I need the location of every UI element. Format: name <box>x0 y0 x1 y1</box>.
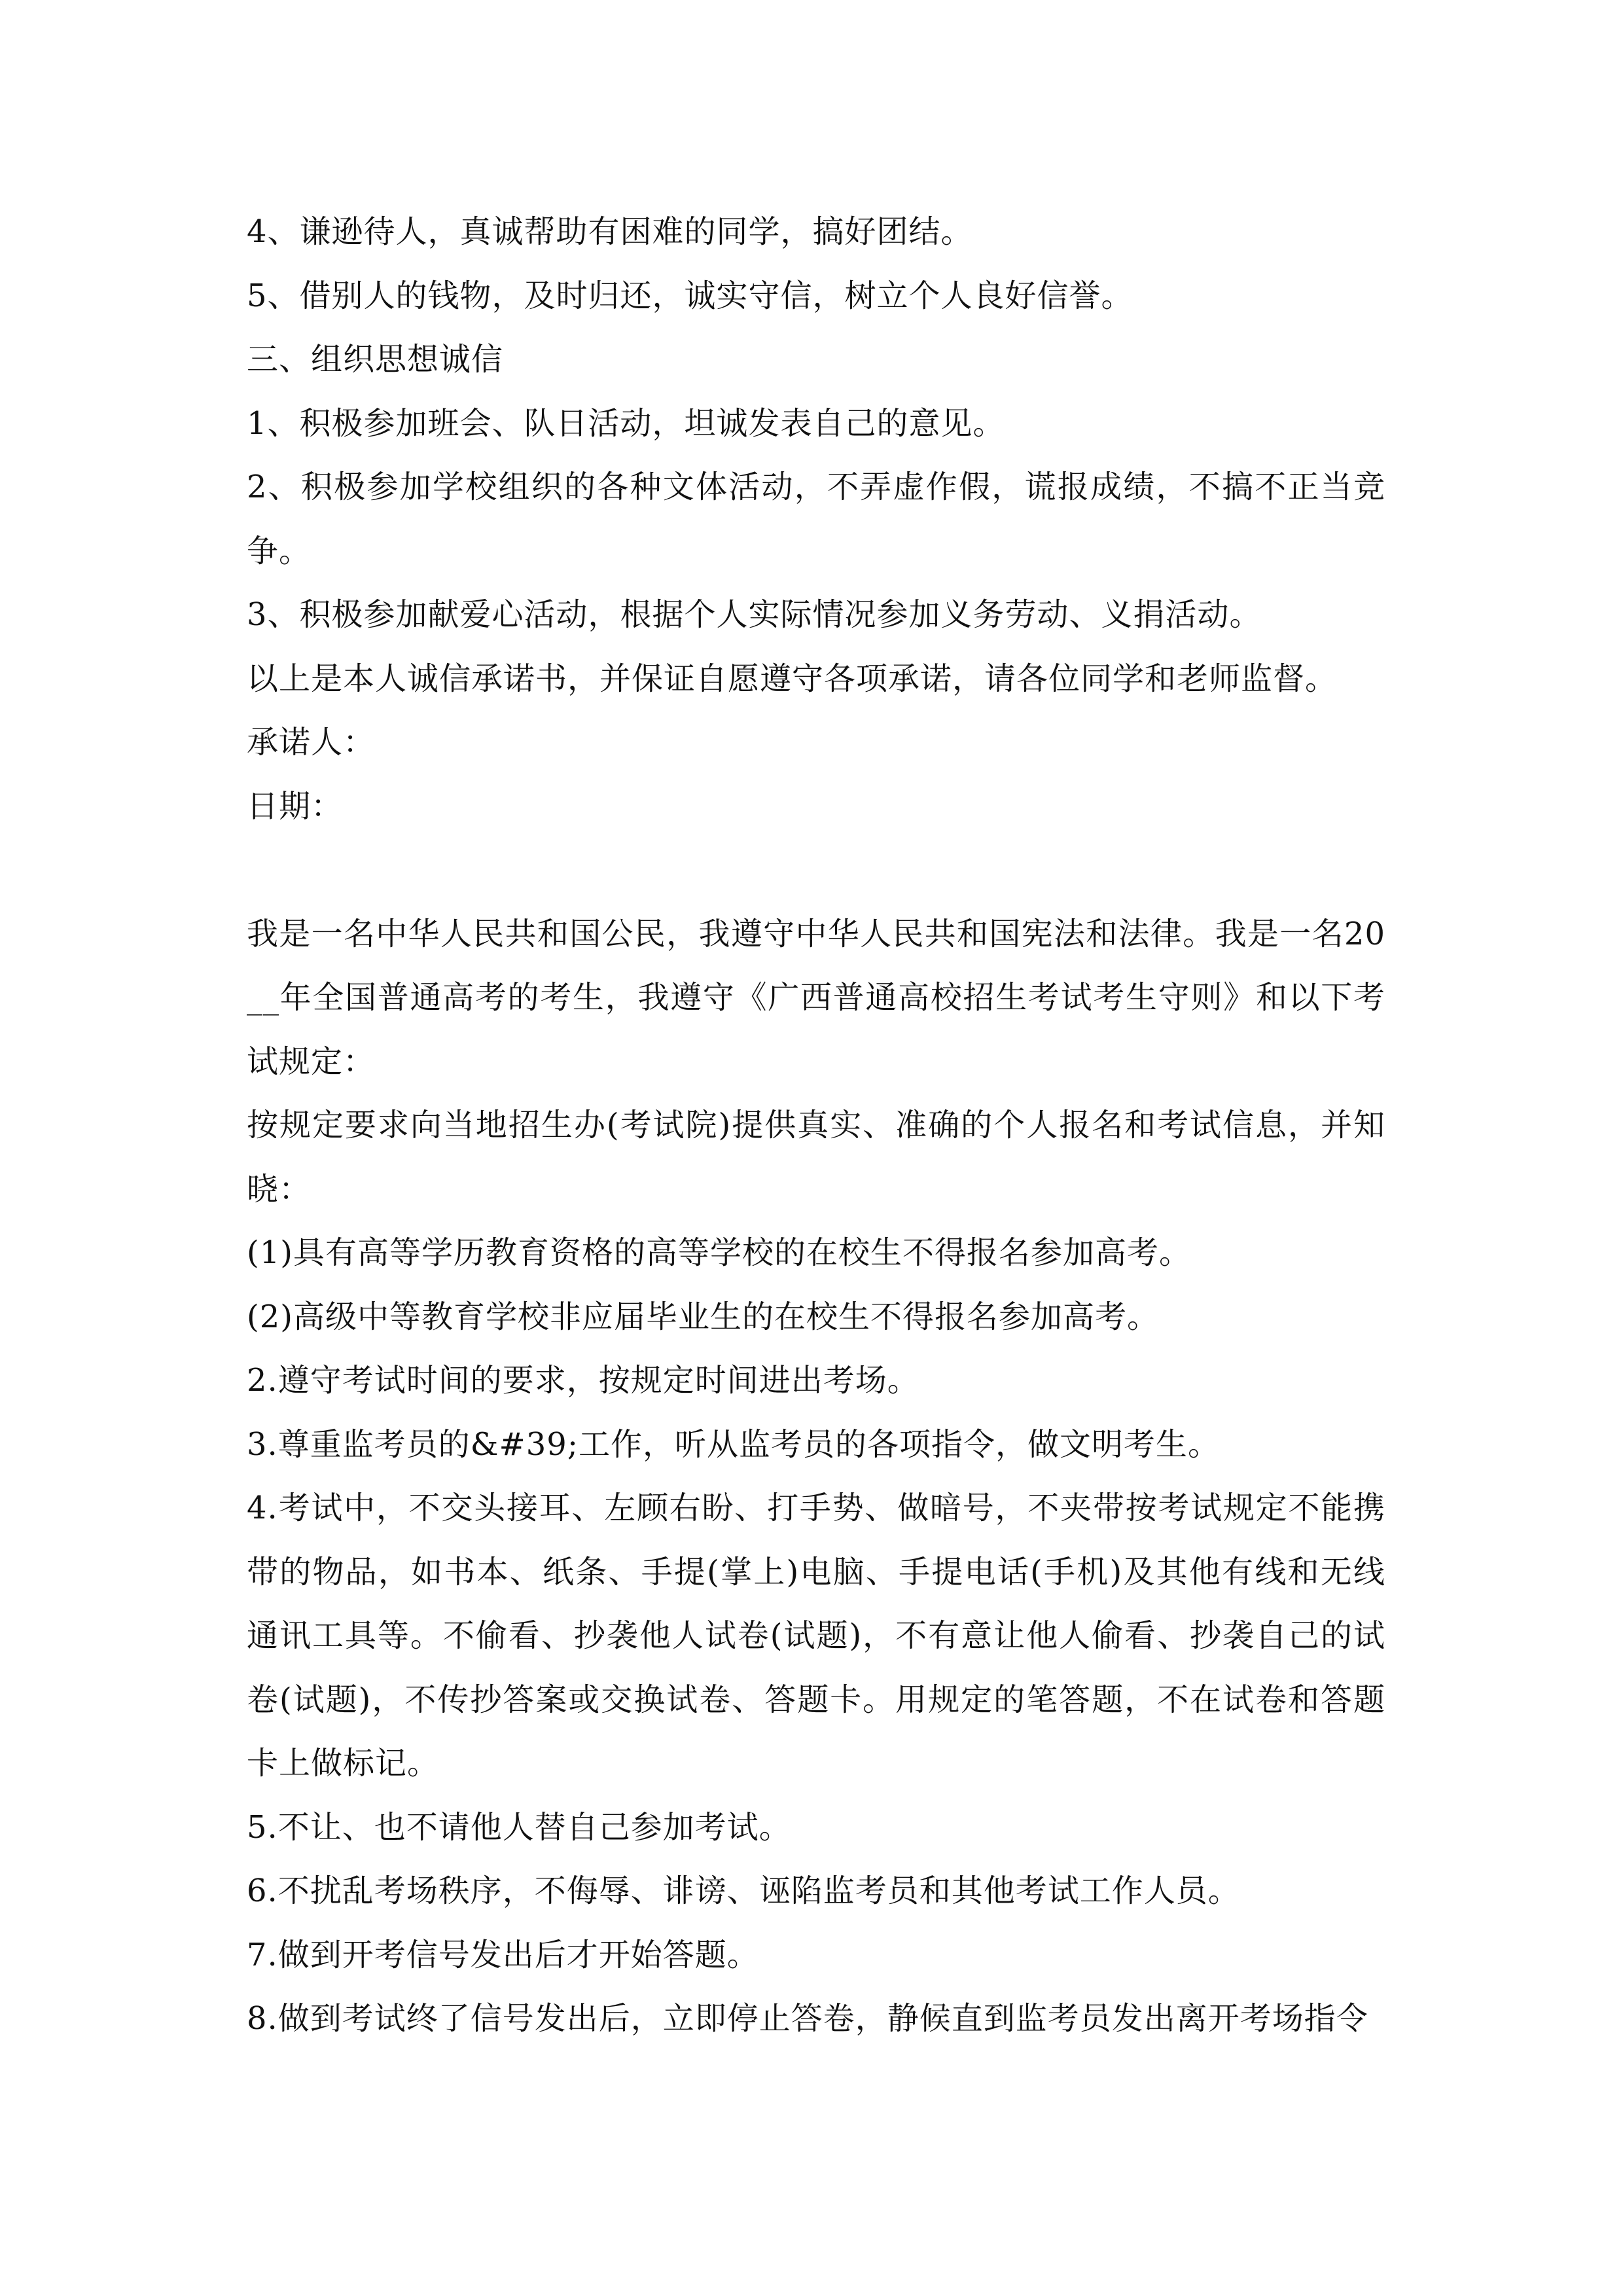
rule-item-2: 2.遵守考试时间的要求，按规定时间进出考场。 <box>247 1362 919 1399</box>
document-body <box>247 200 1385 2051</box>
paragraph-return-borrowed: 5、借别人的钱物，及时归还，诚实守信，树立个人良好信誉。 <box>247 277 1133 314</box>
rule-item-1-1: (1)具有高等学历教育资格的高等学校的在校生不得报名参加高考。 <box>247 1234 1191 1271</box>
paragraph-humility: 4、谦逊待人，真诚帮助有困难的同学，搞好团结。 <box>247 213 973 250</box>
signature-label: 承诺人： <box>247 724 376 761</box>
rule-item-5: 5.不让、也不请他人替自己参加考试。 <box>247 1808 791 1846</box>
paragraph-class-meetings: 1、积极参加班会、队日活动，坦诚发表自己的意见。 <box>247 404 1005 442</box>
rule-item-1-2: (2)高级中等教育学校非应届毕业生的在校生不得报名参加高考。 <box>247 1298 1159 1335</box>
rule-item-7: 7.做到开考信号发出后才开始答题。 <box>247 1936 759 1973</box>
paragraph-citizen-pledge: 我是一名中华人民共和国公民，我遵守中华人民共和国宪法和法律。我是一名20__年全国普通高考的考生，我遵守《广西普通高校招生考试考生守则》和以下考试规定： <box>247 915 1385 1080</box>
rule-item-8: 8.做到考试终了信号发出后，立即停止答卷，静候直到监考员发出离开考场指令 <box>247 2000 1368 2037</box>
section-gap <box>247 838 1385 903</box>
rule-item-6: 6.不扰乱考场秩序，不侮辱、诽谤、诬陷监考员和其他考试工作人员。 <box>247 1873 1240 1909</box>
paragraph-activities: 2、积极参加学校组织的各种文体活动，不弄虚作假，谎报成绩，不搞不正当竞争。 <box>247 469 1385 569</box>
date-label: 日期： <box>247 787 344 825</box>
rule-item-3: 3.尊重监考员的&#39;工作，听从监考员的各项指令，做文明考生。 <box>247 1426 1220 1463</box>
rule-item-4: 4.考试中，不交头接耳、左顾右盼、打手势、做暗号，不夹带按考试规定不能携带的物品，如书本、纸条、手提(掌上)电脑、手提电话(手机)及其他有线和无线通讯工具等。不偷看、抄袭他人试卷(试题)，不有意让他人偷看、抄袭自己的试卷(试题)，不传抄答案或交换试卷、答题卡。用规定的笔答题，不在试卷和答题卡上做标记。 <box>247 1490 1385 1782</box>
section-heading-3: 三、组织思想诚信 <box>247 341 504 378</box>
paragraph-closing: 以上是本人诚信承诺书，并保证自愿遵守各项承诺，请各位同学和老师监督。 <box>247 660 1338 697</box>
paragraph-charity: 3、积极参加献爱心活动，根据个人实际情况参加义务劳动、义捐活动。 <box>247 596 1262 633</box>
paragraph-registration-info: 按规定要求向当地招生办(考试院)提供真实、准确的个人报名和考试信息，并知晓： <box>247 1107 1385 1208</box>
